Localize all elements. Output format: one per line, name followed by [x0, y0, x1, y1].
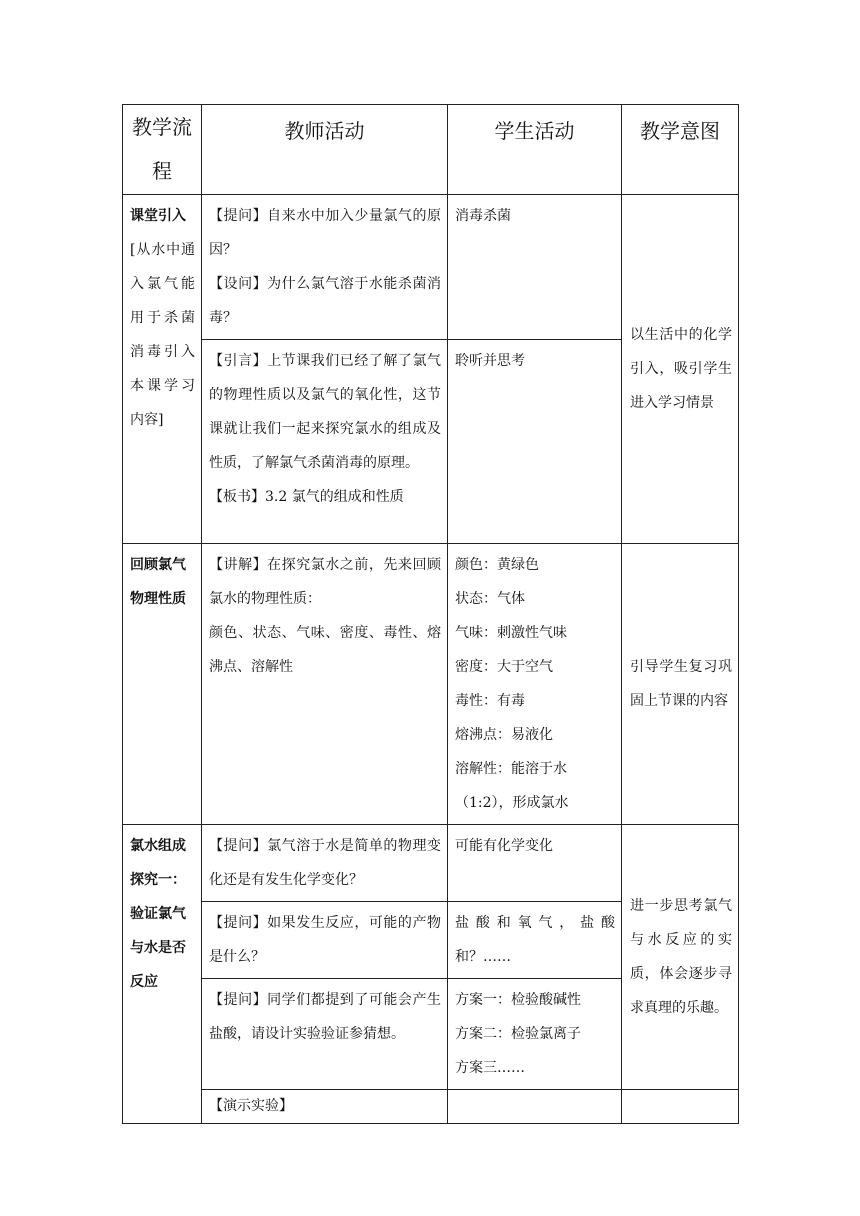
section3-intent-cell-4 [622, 1090, 739, 1124]
section2-student-line: 熔沸点：易液化 [455, 727, 553, 743]
section2-teacher-props: 颜色、状态、气味、密度、毒性、熔沸点、溶解性 [209, 625, 441, 675]
section1-teacher-cell-b [202, 340, 448, 544]
section3-student-plan: 方案一：检验酸碱性 [455, 992, 581, 1008]
section3-student-cell-1 [448, 825, 622, 902]
section1-teacher-intro: 【引言】上节课我们已经了解了氯气的物理性质以及氯气的氧化性，这节课就让我们一起来探究氯水的组成及性质，了解氯气杀菌消毒的原理。 [209, 353, 441, 471]
lesson-plan-table [122, 104, 739, 1124]
section2-teacher-explain: 【讲解】在探究氯水之前，先来回顾氯水的物理性质： [209, 557, 441, 607]
section1-flow-note: [从水中通入氯气能用于杀菌消毒引入本课学习内容] [130, 242, 195, 428]
section1-row1 [123, 195, 739, 340]
section3-student-plan: 方案二：检验氯离子 [455, 1026, 581, 1042]
section1-teacher-setq: 【设问】为什么氯气溶于水能杀菌消毒？ [209, 276, 441, 326]
section2-student-line: 状态：气体 [455, 591, 525, 607]
section2-flow-cell [123, 544, 202, 825]
section3-teacher-cell-2 [202, 902, 448, 979]
section1-intent: 以生活中的化学引入，吸引学生进入学习情景 [630, 327, 732, 411]
section1-intent-cell [622, 195, 739, 544]
section3-intent-cell [622, 825, 739, 1090]
section2-student-line: 密度：大于空气 [455, 659, 553, 675]
section3-teacher-cell-1 [202, 825, 448, 902]
section3-intent: 进一步思考氯气与水反应的实质，体会逐步寻求真理的乐趣。 [630, 898, 732, 1016]
section3-student-cell-3 [448, 979, 622, 1090]
header-flow: 教学流程 [123, 105, 202, 195]
section3-teacher-cell-3 [202, 979, 448, 1090]
section1-teacher-board: 【板书】3.2 氯气的组成和性质 [209, 489, 404, 505]
section1-teacher-question: 【提问】自来水中加入少量氯气的原因？ [209, 208, 441, 258]
section2-row [123, 544, 739, 825]
section3-student-a1: 可能有化学变化 [455, 838, 553, 854]
header-student: 学生活动 [448, 105, 622, 195]
section3-teacher-q3: 【提问】同学们都提到了可能会产生盐酸，请设计实验验证参猜想。 [209, 992, 441, 1042]
section3-flow-title: 氯水组成探究一：验证氯气与水是否反应 [130, 838, 186, 990]
section3-student-a2: 盐酸和氧气，盐酸和？…… [455, 915, 615, 965]
section1-flow-cell [123, 195, 202, 544]
section3-student-cell-4 [448, 1090, 622, 1124]
section2-student-cell [448, 544, 622, 825]
section3-flow-cell [123, 825, 202, 1124]
section2-flow-title: 回顾氯气物理性质 [130, 557, 186, 607]
header-teacher: 教师活动 [202, 105, 448, 195]
section3-teacher-cell-4 [202, 1090, 448, 1124]
section2-student-line: 溶解性：能溶于水（1:2），形成氯水 [455, 761, 569, 811]
section2-teacher-cell [202, 544, 448, 825]
section2-intent-cell [622, 544, 739, 825]
section3-row4 [123, 1090, 739, 1124]
section1-student-cell-b [448, 340, 622, 544]
section3-teacher-demo: 【演示实验】 [209, 1098, 293, 1114]
header-intent: 教学意图 [622, 105, 739, 195]
section2-intent: 引导学生复习巩固上节课的内容 [630, 659, 732, 709]
section3-row1 [123, 825, 739, 902]
section2-student-line: 气味：刺激性气味 [455, 625, 567, 641]
section3-student-cell-2 [448, 902, 622, 979]
section3-student-plan: 方案三…… [455, 1060, 525, 1076]
section3-teacher-q1: 【提问】氯气溶于水是简单的物理变化还是有发生化学变化？ [209, 838, 441, 888]
section1-flow-title: 课堂引入 [130, 208, 186, 224]
section2-student-line: 毒性：有毒 [455, 693, 525, 709]
section1-student-c: 聆听并思考 [455, 353, 525, 369]
section2-student-line: 颜色：黄绿色 [455, 557, 539, 573]
header-row [123, 105, 739, 195]
section1-student-cell-a [448, 195, 622, 340]
section3-teacher-q2: 【提问】如果发生反应，可能的产物是什么？ [209, 915, 441, 965]
section1-student-a: 消毒杀菌 [455, 208, 511, 224]
section1-teacher-cell-a [202, 195, 448, 340]
